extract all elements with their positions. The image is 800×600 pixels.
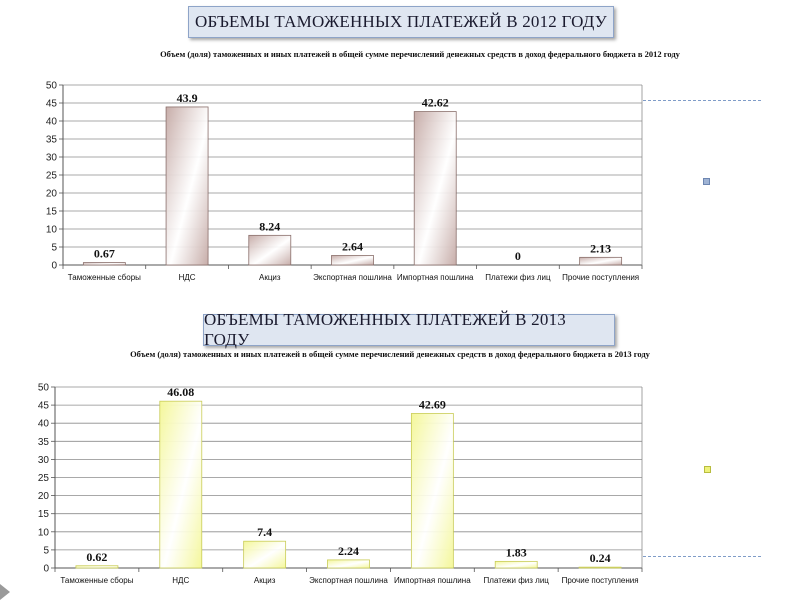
y-tick-label: 0 — [43, 563, 49, 575]
bar — [160, 401, 202, 568]
y-tick-label: 45 — [45, 98, 57, 110]
data-label: 0.62 — [86, 549, 108, 564]
y-tick-label: 35 — [45, 134, 57, 146]
bar — [579, 567, 621, 568]
data-label: 7.4 — [257, 525, 273, 540]
y-tick-label: 25 — [37, 473, 49, 484]
data-label: 2.64 — [342, 239, 363, 254]
category-label: Таможенные сборы — [60, 576, 134, 585]
deco-dashed-line-bottom — [643, 556, 761, 557]
y-tick-label: 45 — [37, 400, 49, 412]
y-tick-label: 10 — [37, 527, 49, 539]
data-label: 0.24 — [589, 551, 611, 566]
y-tick-label: 40 — [45, 116, 57, 128]
slide-banner-2012: ОБЪЕМЫ ТАМОЖЕННЫХ ПЛАТЕЖЕЙ В 2012 ГОДУ — [188, 6, 614, 38]
data-label: 2.24 — [338, 543, 359, 558]
category-label: Экспортная пошлина — [309, 576, 388, 585]
data-label: 0 — [514, 249, 521, 263]
deco-square-marker-2013 — [704, 466, 711, 473]
bar — [328, 560, 370, 568]
data-label: 42.69 — [418, 397, 446, 412]
y-tick-label: 0 — [51, 260, 57, 272]
category-label: Таможенные сборы — [67, 273, 141, 282]
y-tick-label: 30 — [45, 152, 57, 164]
y-tick-label: 5 — [51, 242, 57, 254]
y-tick-label: 15 — [37, 509, 49, 521]
category-label: Экспортная пошлина — [313, 273, 392, 282]
y-tick-label: 25 — [45, 170, 57, 182]
category-label: Импортная пошлина — [396, 273, 474, 282]
category-label: Акциз — [253, 576, 276, 585]
slide-corner-arrow-icon — [0, 584, 10, 600]
data-label: 43.9 — [176, 90, 198, 105]
data-label: 8.24 — [259, 219, 281, 234]
category-label: Платежи физ лиц — [483, 576, 549, 585]
bar — [495, 561, 537, 568]
data-label: 46.08 — [167, 385, 195, 400]
category-label: Платежи физ лиц — [485, 273, 551, 282]
y-tick-label: 50 — [45, 80, 57, 92]
bar — [411, 413, 453, 568]
chart-2012-title: Объем (доля) таможенных и иных платежей в общей сумме перечислений денежных средств в доход федерального бюджета в 2012 году — [160, 49, 680, 59]
bar — [76, 566, 118, 568]
category-label: НДС — [178, 273, 196, 282]
y-tick-label: 20 — [45, 188, 57, 200]
y-tick-label: 5 — [43, 545, 49, 557]
data-label: 2.13 — [590, 241, 612, 256]
y-tick-label: 35 — [37, 436, 49, 448]
slide-banner-2013: ОБЪЕМЫ ТАМОЖЕННЫХ ПЛАТЕЖЕЙ В 2013 ГОДУ — [203, 314, 615, 346]
category-label: Прочие поступления — [562, 273, 640, 282]
category-label: Импортная пошлина — [394, 576, 471, 585]
y-tick-label: 40 — [37, 418, 49, 430]
y-tick-label: 20 — [37, 491, 49, 503]
category-label: НДС — [172, 576, 190, 585]
data-label: 1.83 — [505, 545, 527, 560]
data-label: 42.62 — [421, 95, 449, 110]
bar — [244, 541, 286, 568]
y-tick-label: 50 — [37, 382, 49, 394]
category-label: Прочие поступления — [561, 576, 639, 585]
category-label: Акциз — [259, 273, 281, 282]
y-tick-label: 30 — [37, 454, 49, 466]
y-tick-label: 10 — [45, 224, 57, 236]
y-tick-label: 15 — [45, 206, 57, 218]
chart-2013-title: Объем (доля) таможенных и иных платежей в общей сумме перечислений денежных средств в доход федерального бюджета в 2013 году — [130, 349, 650, 359]
data-label: 0.67 — [93, 246, 115, 261]
